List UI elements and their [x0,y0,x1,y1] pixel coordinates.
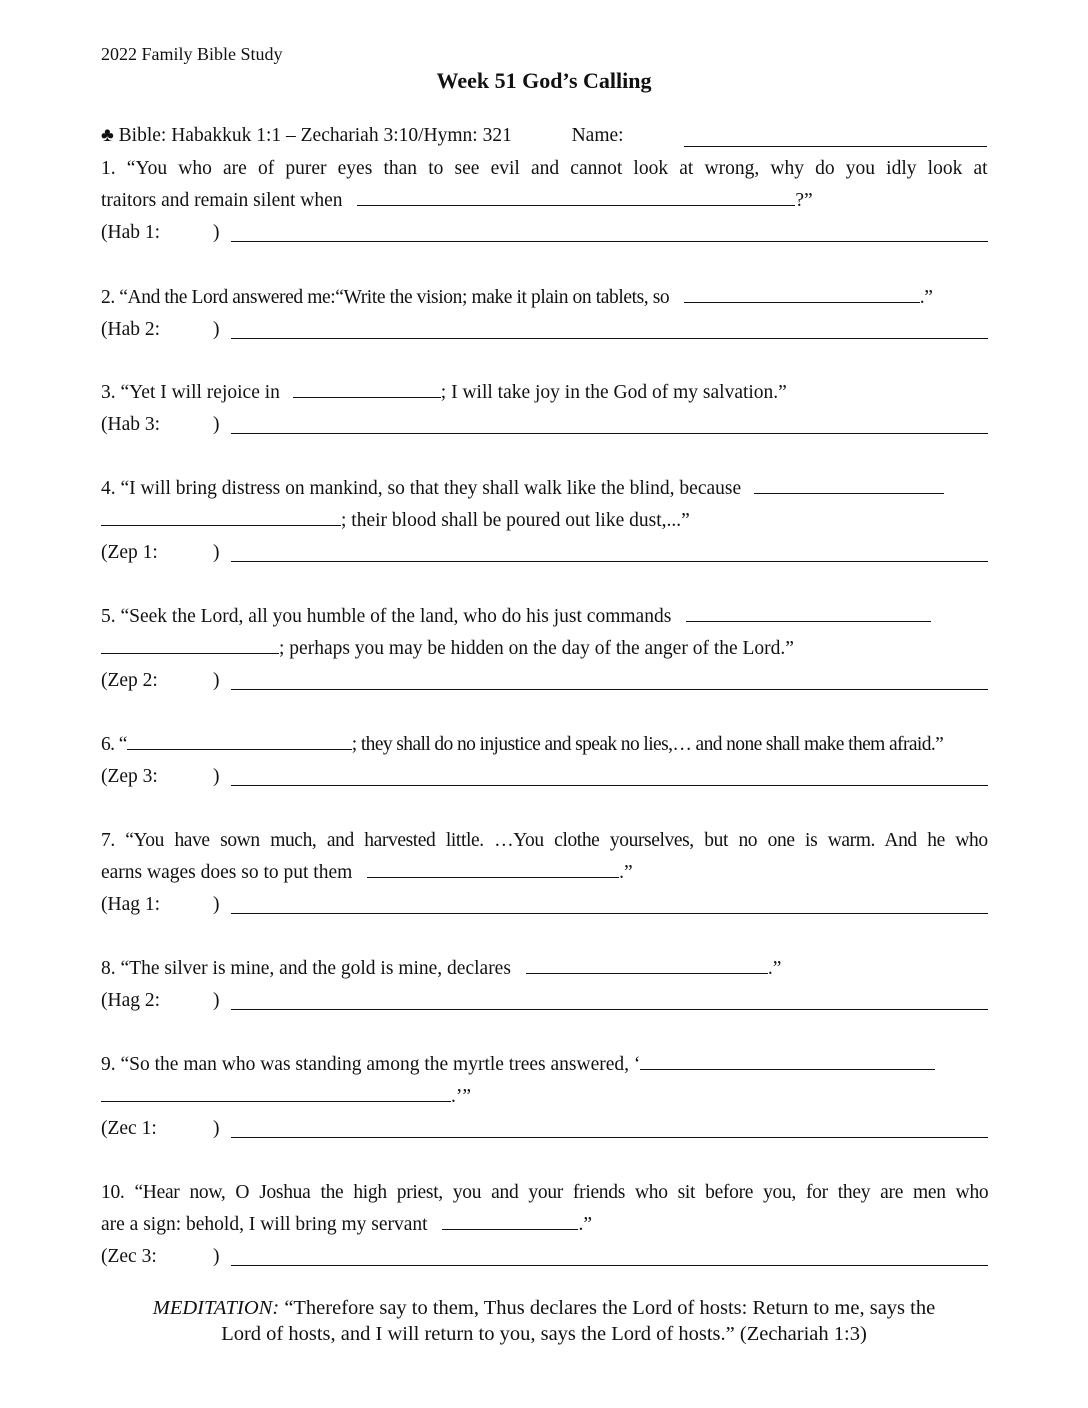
question-3-blank[interactable] [293,381,441,398]
question-6-answer-line[interactable] [231,785,988,786]
question-4-paren: ) [213,542,220,563]
question-2-answer-line[interactable] [231,338,988,339]
question-1-paren: ) [213,222,220,243]
question-4-post: ; their blood shall be poured out like dust,...” [341,510,690,531]
question-1-answer-line[interactable] [231,241,988,242]
question-6-reference [101,765,220,789]
question-2-ref-label: (Hab 2: [101,319,161,340]
question-1-blank[interactable] [357,189,795,206]
meditation-line-2: Lord of hosts, and I will return to you, says the Lord of hosts.” (Zechariah 1:3) [221,1323,867,1345]
name-label: Name: [571,125,624,146]
question-6-blank[interactable] [127,733,352,750]
question-5-ref-label: (Zep 2: [101,670,158,691]
question-2-pre: 2. “And the Lord answered me:“Write the vision; make it plain on tablets, so [101,287,670,308]
question-9-blank-a[interactable] [640,1053,935,1070]
meditation-text-1: “Therefore say to them, Thus declares the Lord of hosts: Return to me, says the [279,1297,936,1319]
question-10-pre: are a sign: behold, I will bring my servant [101,1214,428,1235]
question-7-answer-line[interactable] [231,913,988,914]
question-3-pre: 3. “Yet I will rejoice in [101,382,280,403]
study-name: 2022 Family Bible Study [101,44,283,64]
question-1-text: 1. “You who are of purer eyes than to see evil and cannot look at wrong, why do you idly look at [101,158,988,179]
question-8-line-1 [101,957,781,981]
question-3-ref-label: (Hab 3: [101,414,161,435]
question-4-pre: 4. “I will bring distress on mankind, so that they shall walk like the blind, because [101,478,742,499]
question-10-post: .” [578,1214,592,1235]
question-6-ref-label: (Zep 3: [101,766,158,787]
question-7-post: .” [619,862,633,883]
question-4-answer-line[interactable] [231,561,988,562]
question-8-pre: 8. “The silver is mine, and the gold is mine, declares [101,958,511,979]
question-6-pre: 6. “ [101,734,127,755]
question-7-pre: earns wages does so to put them [101,862,353,883]
question-3-answer-line[interactable] [231,433,988,434]
question-7-text: 7. “You have sown much, and harvested little. …You clothe yourselves, but no one is warm. And he who [101,830,988,851]
question-9-line-2 [101,1085,471,1109]
question-8-reference [101,989,220,1013]
question-7-line-2 [101,861,633,885]
question-8-paren: ) [213,990,220,1011]
question-5-blank-b[interactable] [101,637,279,654]
question-7-ref-label: (Hag 1: [101,894,161,915]
question-9-answer-line[interactable] [231,1137,988,1138]
question-6-post: ; they shall do no injustice and speak no lies,… and none shall make them afraid.” [351,734,944,755]
question-9-blank-b[interactable] [101,1085,451,1102]
question-5-pre: 5. “Seek the Lord, all you humble of the land, who do his just commands [101,606,672,627]
question-9-ref-label: (Zec 1: [101,1118,157,1139]
question-1-pre: traitors and remain silent when [101,190,343,211]
question-10-line-1 [101,1181,988,1205]
question-3-line-1 [101,381,787,405]
question-5-paren: ) [213,670,220,691]
question-8-answer-line[interactable] [231,1009,988,1010]
question-6-line-1 [101,733,943,757]
question-4-line-1 [101,477,944,501]
question-10-line-2 [101,1213,592,1237]
question-3-reference [101,413,220,437]
question-6-paren: ) [213,766,220,787]
question-3-post: ; I will take joy in the God of my salvation.” [440,382,787,403]
question-4-blank-b[interactable] [101,509,341,526]
page-title: Week 51 God’s Calling [436,68,652,93]
question-10-reference [101,1245,220,1269]
meditation [0,1295,1088,1347]
question-4-ref-label: (Zep 1: [101,542,158,563]
question-1-line-2 [101,189,813,213]
question-8-post: .” [767,958,782,979]
question-9-reference [101,1117,220,1141]
intro-text: ♣ Bible: Habakkuk 1:1 – Zechariah 3:10/Hymn: 321 [101,125,512,146]
question-2-reference [101,318,220,342]
question-5-line-2 [101,637,794,661]
question-2-line-1 [101,286,933,310]
question-1-reference [101,221,220,245]
question-10-answer-line[interactable] [231,1265,988,1266]
question-8-ref-label: (Hag 2: [101,990,161,1011]
question-4-blank-a[interactable] [754,477,944,494]
question-10-blank[interactable] [442,1213,578,1230]
question-10-paren: ) [213,1246,220,1267]
intro-line [101,124,624,148]
question-5-answer-line[interactable] [231,689,988,690]
question-7-line-1 [101,829,988,853]
question-4-reference [101,541,220,565]
question-1-line-1 [101,157,988,181]
question-9-post: .’” [451,1086,472,1107]
question-9-pre: 9. “So the man who was standing among the myrtle trees answered, ‘ [101,1054,641,1075]
question-2-blank[interactable] [684,286,920,303]
question-5-line-1 [101,605,931,629]
question-1-post: ?” [795,190,813,211]
question-8-blank[interactable] [526,957,768,974]
question-10-ref-label: (Zec 3: [101,1246,157,1267]
question-7-reference [101,893,220,917]
question-2-post: .” [919,287,933,308]
question-1-ref-label: (Hab 1: [101,222,161,243]
name-field[interactable] [684,146,987,147]
question-3-paren: ) [213,414,220,435]
question-5-reference [101,669,220,693]
meditation-label: MEDITATION: [152,1297,280,1319]
question-9-line-1 [101,1053,935,1077]
question-9-paren: ) [213,1118,220,1139]
question-5-post: ; perhaps you may be hidden on the day of the anger of the Lord.” [279,638,794,659]
question-4-line-2 [101,509,690,533]
question-5-blank-a[interactable] [686,605,931,622]
question-7-blank[interactable] [367,861,619,878]
meditation-line-1 [0,1295,1088,1321]
question-2-paren: ) [213,319,220,340]
question-7-paren: ) [213,894,220,915]
question-10-text: 10. “Hear now, O Joshua the high priest, you and your friends who sit before you, for they are men who [101,1182,989,1203]
